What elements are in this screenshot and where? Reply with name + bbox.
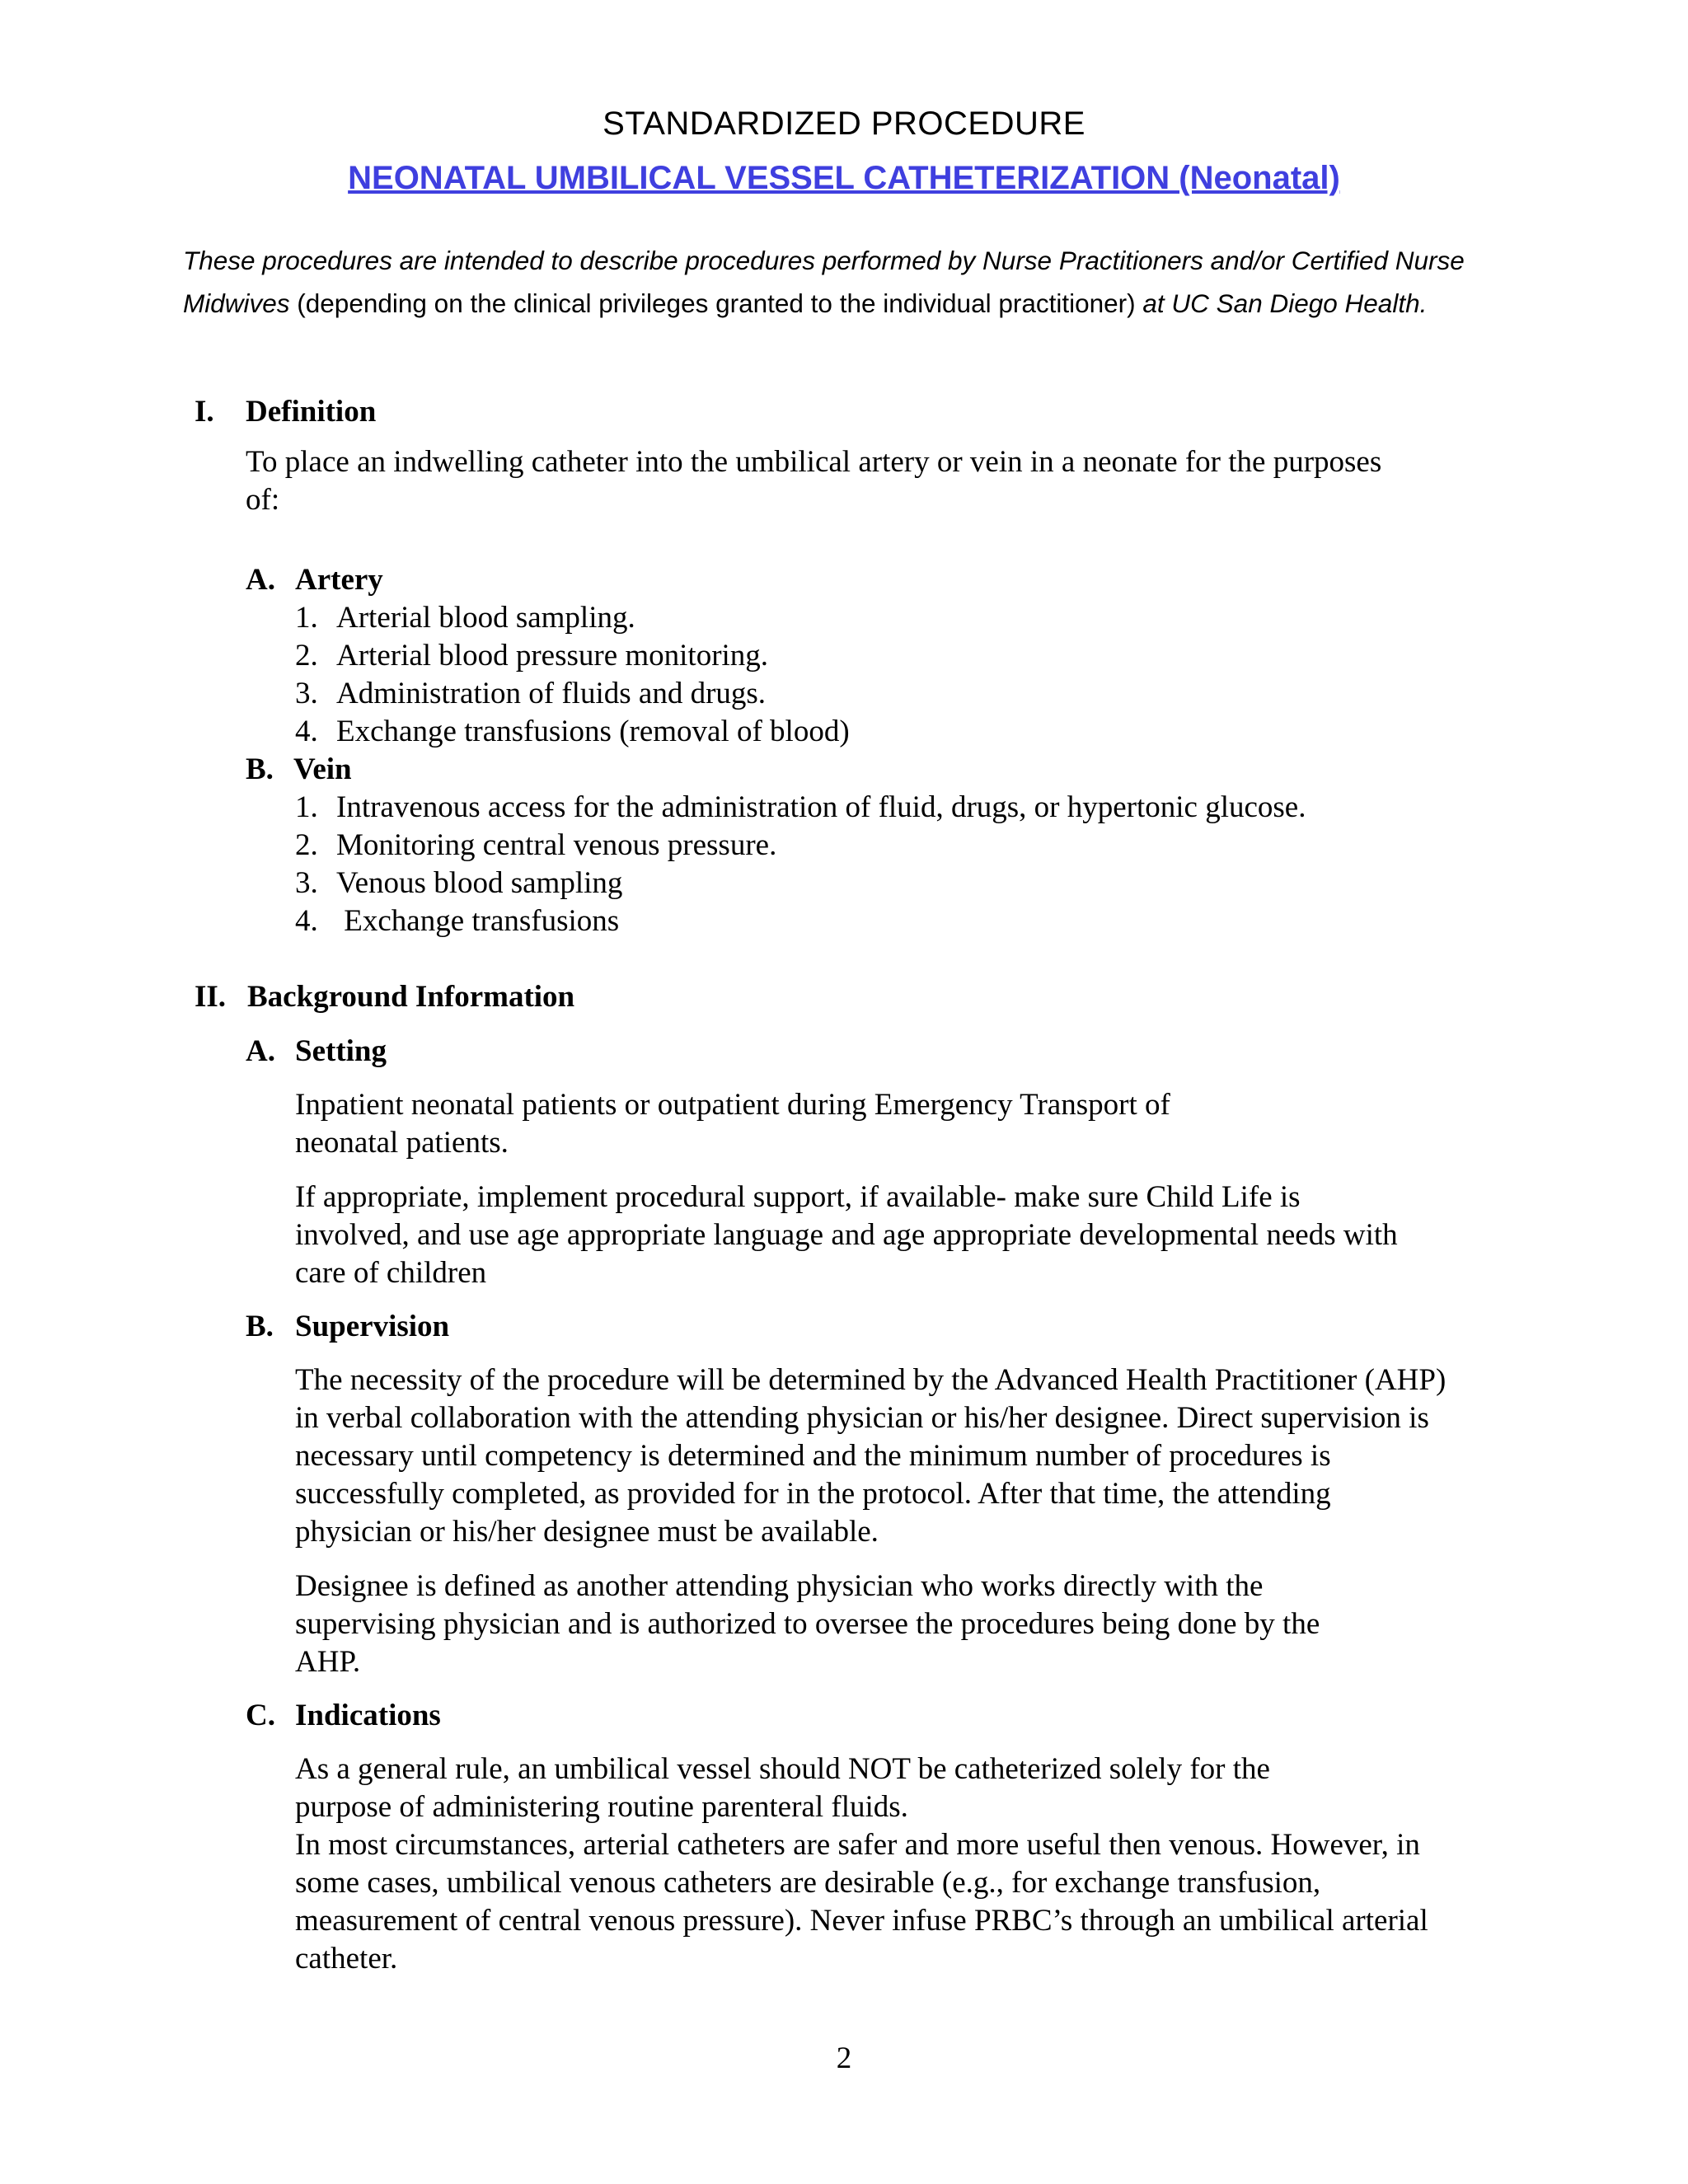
- subsection-heading-artery: Artery: [295, 563, 383, 597]
- list-item: Administration of fluids and drugs.: [336, 677, 767, 710]
- definition-text: To place an indwelling catheter into the umbilical artery or vein in a neonate for the purposes of:: [246, 445, 1382, 517]
- subsection-heading-vein: Vein: [293, 752, 352, 786]
- subsection-label: C.: [246, 1699, 275, 1732]
- page-number: 2: [836, 2041, 852, 2075]
- supervision-paragraph-1: The necessity of the procedure will be determined by the Advanced Health Practitioner (AHP) in verbal collaboration with the attending physician or his/her designee. Direct supervision is necessary until competency is determined and the minimum number of procedures is successfully completed, as provided for in the protocol. After that time, the attending physician or his/her designee must be available.: [295, 1363, 1447, 1549]
- intro-part-1: These procedures are intended to describe procedures performed by Nurse Practitioners and/or Certified Nurse Midwives: [183, 246, 1465, 318]
- subsection-heading-supervision: Supervision: [295, 1310, 450, 1343]
- list-item-number: 1.: [295, 790, 318, 824]
- section-number: II.: [195, 980, 227, 1014]
- subsection-heading-indications: Indications: [295, 1699, 441, 1732]
- intro-paragraph: [183, 239, 1485, 325]
- document-title-link[interactable]: NEONATAL UMBILICAL VESSEL CATHETERIZATION (Neonatal): [348, 160, 1340, 196]
- list-item-number: 2.: [295, 639, 318, 673]
- list-item-number: 2.: [295, 828, 318, 862]
- supervision-paragraph-2: Designee is defined as another attending physician who works directly with the supervising physician and is authorized to oversee the procedures being done by the AHP.: [295, 1569, 1320, 1679]
- setting-paragraph-1: Inpatient neonatal patients or outpatient during Emergency Transport of neonatal patients.: [295, 1088, 1170, 1160]
- section-heading: Background Information: [247, 980, 575, 1014]
- indications-paragraph-2: In most circumstances, arterial catheters are safer and more useful then venous. However, in some cases, umbilical venous catheters are desirable (e.g., for exchange transfusion, measurement of central venous pressure). Never infuse PRBC’s through an umbilical arterial catheter.: [295, 1828, 1428, 1975]
- subsection-label: B.: [246, 752, 274, 786]
- intro-part-3: at UC San Diego Health.: [1142, 288, 1428, 318]
- section-number: I.: [195, 395, 214, 429]
- list-item: Intravenous access for the administration of fluid, drugs, or hypertonic glucose.: [336, 790, 1306, 824]
- list-item: Exchange transfusions (removal of blood): [336, 715, 850, 748]
- intro-part-2: (depending on the clinical privileges granted to the individual practitioner): [289, 288, 1143, 318]
- list-item: Monitoring central venous pressure.: [336, 828, 777, 862]
- subsection-label: B.: [246, 1310, 274, 1343]
- list-item: Venous blood sampling: [336, 866, 623, 900]
- subsection-heading-setting: Setting: [295, 1034, 387, 1068]
- list-item-number: 4.: [295, 715, 318, 748]
- list-item: Arterial blood sampling.: [336, 601, 635, 635]
- list-item-number: 1.: [295, 601, 318, 635]
- list-item-number: 4.: [295, 904, 318, 938]
- setting-paragraph-2: If appropriate, implement procedural support, if available- make sure Child Life is involved, and use age appropriate language and age appropriate developmental needs with care of children: [295, 1180, 1398, 1290]
- list-item-number: 3.: [295, 866, 318, 900]
- subsection-label: A.: [246, 563, 275, 597]
- list-item: Arterial blood pressure monitoring.: [336, 639, 769, 673]
- section-heading: Definition: [246, 395, 377, 429]
- indications-paragraph-1: As a general rule, an umbilical vessel should NOT be catheterized solely for the purpose of administering routine parenteral fluids.: [295, 1752, 1270, 1824]
- list-item: Exchange transfusions: [336, 904, 620, 938]
- document-kind: STANDARDIZED PROCEDURE: [603, 105, 1085, 142]
- subsection-label: A.: [246, 1034, 275, 1068]
- list-item-number: 3.: [295, 677, 318, 710]
